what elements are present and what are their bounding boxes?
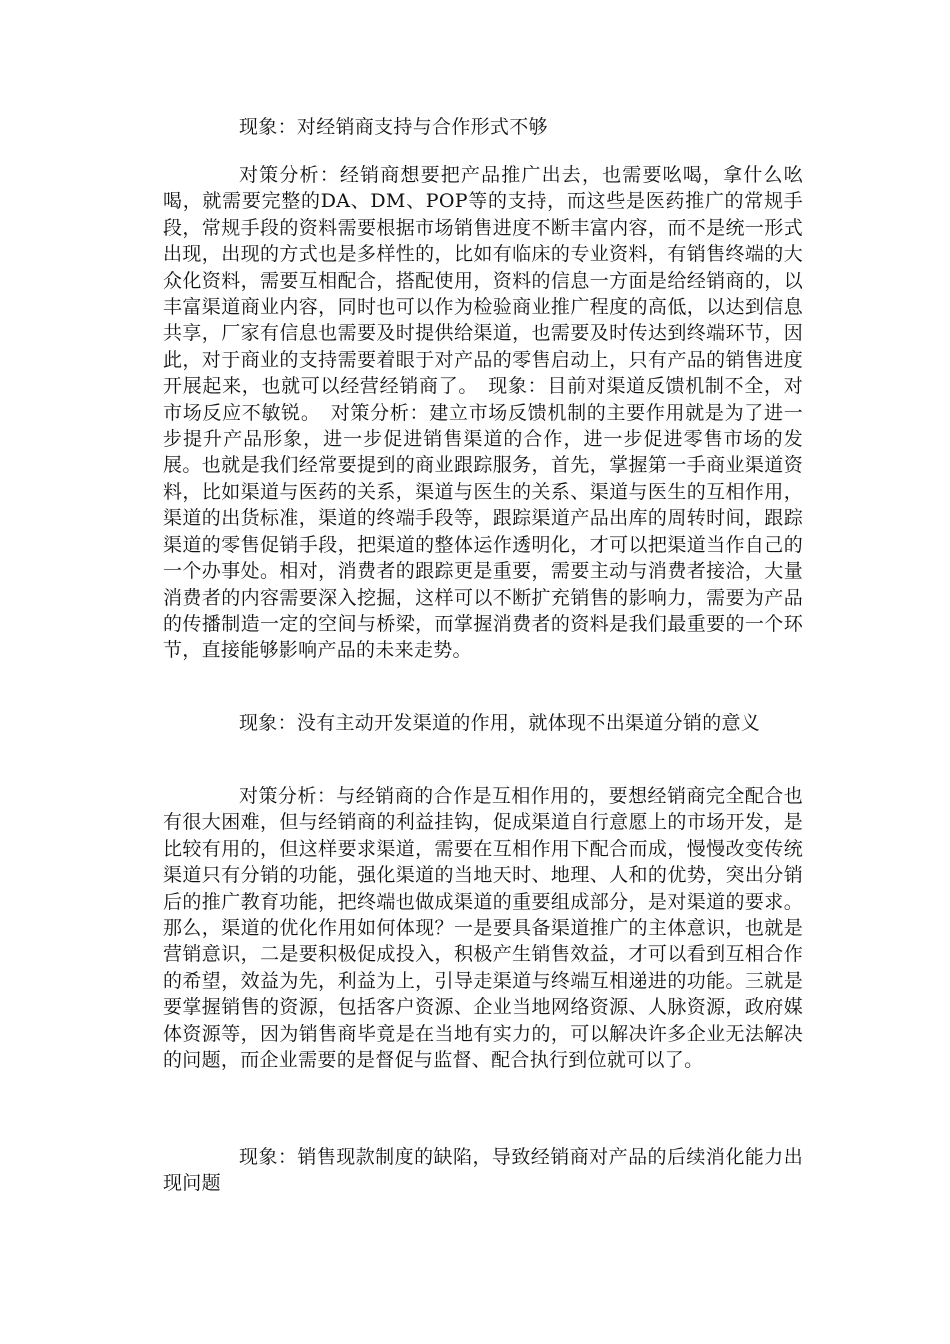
paragraph-phenomenon-3: 现象：没有主动开发渠道的作用，就体现不出渠道分销的意义 bbox=[239, 712, 761, 734]
paragraph-phenomenon-4: 现象：销售现款制度的缺陷，导致经销商对产品的后续消化能力出现问题 bbox=[163, 1146, 803, 1195]
paragraph-analysis-3: 对策分析：与经销商的合作是互相作用的，要想经销商完全配合也有很大困难，但与经销商的利益挂钩，促成渠道自行意愿上的市场开发，是比较有用的，但这样要求渠道，需要在互相作用下配合而成，慢慢改变传统渠道只有分销的功能，强化渠道的当地天时、地理、人和的优势，突出分销后的推广教育功能，把终端也做成渠道的重要组成部分，是对渠道的要求。那么，渠道的优化作用如何体现？一是要具备渠道推广的主体意识，也就是营销意识，二是要积极促成投入，积极产生销售效益，才可以看到互相合作的希望，效益为先，利益为上，引导走渠道与终端互相递进的功能。三就是要掌握销售的资源，包括客户资源、企业当地网络资源、人脉资源，政府媒体资源等，因为销售商毕竟是在当地有实力的，可以解决许多企业无法解决的问题，而企业需要的是督促与监督、配合执行到位就可以了。 bbox=[163, 785, 803, 1072]
paragraph-analysis-1: 对策分析：经销商想要把产品推广出去，也需要吆喝，拿什么吆喝，就需要完整的DA、DM、POP等的支持，而这些是医药推广的常规手段，常规手段的资料需要根据市场销售进度不断丰富内容，而不是统一形式出现，出现的方式也是多样性的，比如有临床的专业资料，有销售终端的大众化资料，需要互相配合，搭配使用，资料的信息一方面是给经销商的，以丰富渠道商业内容，同时也可以作为检验商业推广程度的高低，以达到信息共享，厂家有信息也需要及时提供给渠道，也需要及时传达到终端环节，因此，对于商业的支持需要着眼于对产品的零售启动上，只有产品的销售进度开展起来，也就可以经营经销商了。 现象：目前对渠道反馈机制不全，对市场反应不敏锐。 对策分析：建立市场反馈机制的主要作用就是为了进一步提升产品形象，进一步促进销售渠道的合作，进一步促进零售市场的发展。也就是我们经常要提到的商业跟踪服务，首先，掌握第一手商业渠道资料，比如渠道与医药的关系，渠道与医生的关系、渠道与医生的互相作用，渠道的出货标准，渠道的终端手段等，跟踪渠道产品出库的周转时间，跟踪渠道的零售促销手段，把渠道的整体运作透明化，才可以把渠道当作自己的一个办事处。相对，消费者的跟踪更是重要，需要主动与消费者接洽，大量消费者的内容需要深入挖掘，这样可以不断扩充销售的影响力，需要为产品的传播制造一定的空间与桥梁，而掌握消费者的资料是我们最重要的一个环节，直接能够影响产品的未来走势。 bbox=[163, 164, 803, 662]
paragraph-phenomenon-1: 现象：对经销商支持与合作形式不够 bbox=[239, 116, 548, 138]
